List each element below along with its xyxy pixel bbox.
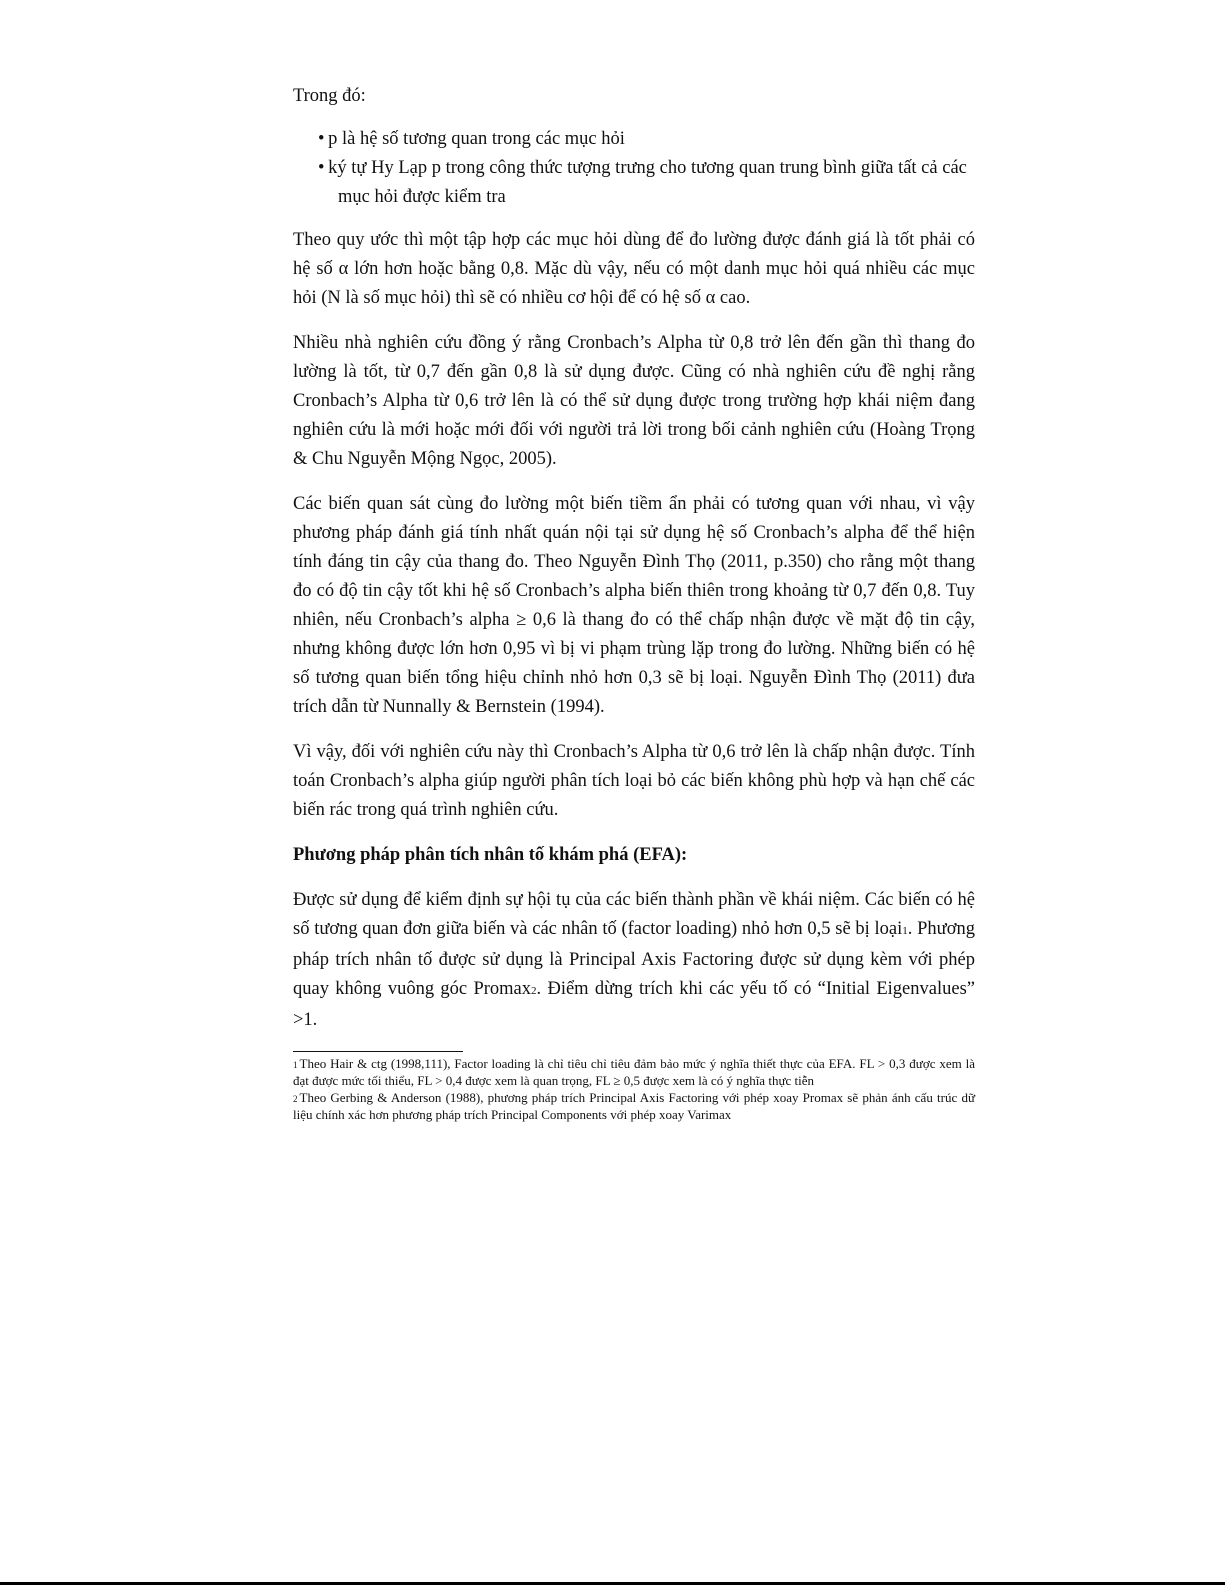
definition-text: ký tự Hy Lạp p trong công thức tượng trưng cho tương quan trung bình giữa tất cả các mục hỏi được kiểm tra xyxy=(328,158,967,207)
paragraph-internal-consistency: Các biến quan sát cùng đo lường một biến tiềm ẩn phải có tương quan với nhau, vì vậy phương pháp đánh giá tính nhất quán nội tại sử dụng hệ số Cronbach’s alpha để thể hiện tính đáng tin cậy của thang đo. Theo Nguyễn Đình Thọ (2011, p.350) cho rằng một thang đo có độ tin cậy tốt khi hệ số Cronbach’s alpha biến thiên trong khoảng từ 0,7 đến 0,8. Tuy nhiên, nếu Cronbach’s alpha ≥ 0,6 là thang đo có thể chấp nhận được về mặt độ tin cậy, nhưng không được lớn hơn 0,95 vì bị vi phạm trùng lặp trong đo lường. Những biến có hệ số tương quan biến tổng hiệu chỉnh nhỏ hơn 0,3 sẽ bị loại. Nguyễn Đình Thọ (2011) đưa trích dẫn từ Nunnally & Bernstein (1994). xyxy=(293,494,975,717)
paragraph-alpha-thresholds: Nhiều nhà nghiên cứu đồng ý rằng Cronbach’s Alpha từ 0,8 trở lên đến gần thì thang đo lường là tốt, từ 0,7 đến gần 0,8 là sử dụng được. Cũng có nhà nghiên cứu đề nghị rằng Cronbach’s Alpha từ 0,6 trở lên là có thể sử dụng được trong trường hợp khái niệm đang nghiên cứu là mới hoặc mới đối với người trả lời trong bối cảnh nghiên cứu (Hoàng Trọng & Chu Nguyễn Mộng Ngọc, 2005). xyxy=(293,333,975,469)
footnote-text: Theo Gerbing & Anderson (1988), phương pháp trích Principal Axis Factoring với phép xoay Promax sẽ phản ánh cấu trúc dữ liệu chính xác hơn phương pháp trích Principal Components với phép xoay Varimax xyxy=(293,1090,975,1122)
footnote-item xyxy=(293,1056,975,1088)
footnote-item xyxy=(293,1090,975,1122)
efa-text-part: . Điểm dừng trích khi các yếu tố có “Initial Eigenvalues” >1. xyxy=(293,979,975,1030)
intro-text: Trong đó: xyxy=(293,86,366,106)
definition-item xyxy=(318,125,975,154)
definition-list xyxy=(293,125,975,212)
footnote-text: Theo Hair & ctg (1998,111), Factor loading là chỉ tiêu chỉ tiêu đảm bảo mức ý nghĩa thiết thực của EFA. FL > 0,3 được xem là đạt được mức tối thiểu, FL > 0,4 được xem là quan trọng, FL ≥ 0,5 được xem là có ý nghĩa thực tiễn xyxy=(293,1056,975,1088)
bullet-icon: • xyxy=(318,129,325,149)
efa-text-part: Được sử dụng để kiểm định sự hội tụ của các biến thành phần về khái niệm. Các biến có hệ số tương quan đơn giữa biến và các nhân tố (factor loading) nhỏ hơn 0,5 sẽ bị loại xyxy=(293,890,975,939)
section-heading-efa: Phương pháp phân tích nhân tố khám phá (EFA): xyxy=(293,845,688,865)
efa-text-part: . Phương pháp trích nhân tố được sử dụng là Principal Axis Factoring được sử dụng kèm với phép quay không vuông góc Promax xyxy=(293,919,975,999)
paragraph-alpha-convention: Theo quy ước thì một tập hợp các mục hỏi dùng để đo lường được đánh giá là tốt phải có hệ số α lớn hơn hoặc bằng 0,8. Mặc dù vậy, nếu có một danh mục hỏi quá nhiều các mục hỏi (N là số mục hỏi) thì sẽ có nhiều cơ hội để có hệ số α cao. xyxy=(293,230,975,308)
bullet-icon: • xyxy=(318,158,325,178)
document-page xyxy=(293,82,975,1124)
footnote-reference: 2 xyxy=(531,985,537,997)
paragraph-study-conclusion: Vì vậy, đối với nghiên cứu này thì Cronbach’s Alpha từ 0,6 trở lên là chấp nhận được. Tính toán Cronbach’s alpha giúp người phân tích loại bỏ các biến không phù hợp và hạn chế các biến rác trong quá trình nghiên cứu. xyxy=(293,742,975,820)
footnote-reference: 1 xyxy=(902,925,908,937)
definition-text: p là hệ số tương quan trong các mục hỏi xyxy=(328,129,625,149)
footnote-number: 2 xyxy=(293,1094,298,1104)
footnote-number: 1 xyxy=(293,1060,298,1070)
paragraph-efa xyxy=(293,886,975,1035)
definition-item xyxy=(318,154,975,212)
footnote-divider xyxy=(293,1051,463,1052)
